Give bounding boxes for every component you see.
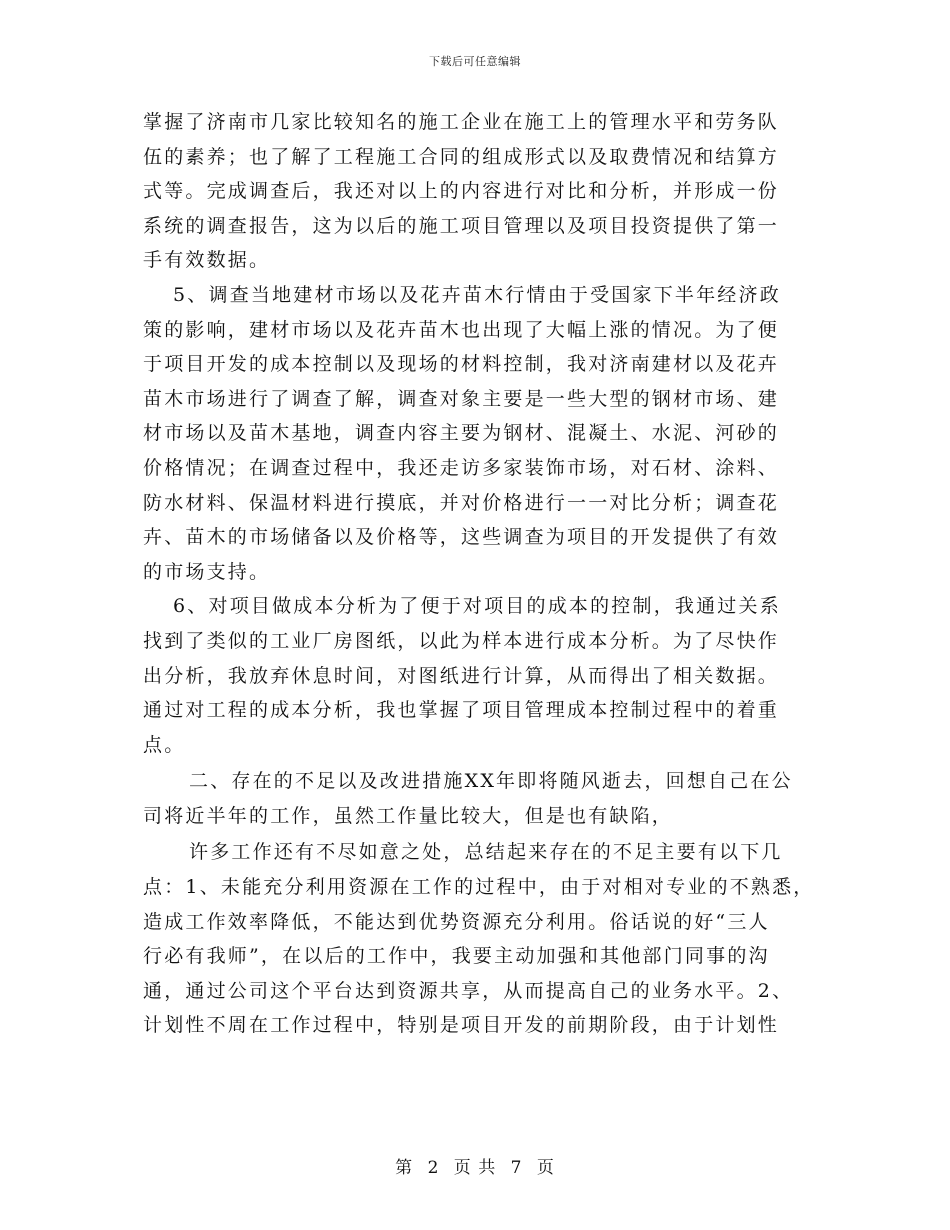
paragraph-line: 策的影响，建材市场以及花卉苗木也出现了大幅上涨的情况。为了便 (143, 318, 780, 341)
paragraph-line: 防水材料、保温材料进行摸底，并对价格进行一一对比分析；调查花 (143, 491, 780, 514)
paragraph-line: 价格情况；在调查过程中，我还走访多家装饰市场，对石材、涂料、 (143, 456, 780, 479)
paragraph-line: 苗木市场进行了调查了解，调查对象主要是一些大型的钢材市场、建 (143, 387, 780, 410)
paragraph-line: 找到了类似的工业厂房图纸，以此为样本进行成本分析。为了尽快作 (143, 629, 780, 652)
paragraph-line: 司将近半年的工作，虽然工作量比较大，但是也有缺陷， (143, 804, 674, 827)
paragraph-line: 5、调查当地建材市场以及花卉苗木行情由于受国家下半年经济政 (173, 283, 781, 306)
paragraph-line: 行必有我师”，在以后的工作中，我要主动加强和其他部门同事的沟 (143, 945, 770, 968)
paragraph-line: 许多工作还有不尽如意之处，总结起来存在的不足主要有以下几 (189, 841, 783, 864)
paragraph-line: 计划性不周在工作过程中，特别是项目开发的前期阶段，由于计划性 (143, 1014, 780, 1037)
document-body (143, 105, 813, 1043)
paragraph-line: 通过对工程的成本分析，我也掌握了项目管理成本控制过程中的着重 (143, 699, 780, 722)
footer-suffix: 页 (536, 1158, 555, 1178)
footer-total-pages: 7 (510, 1158, 523, 1178)
page-header-note: 下载后可任意编辑 (429, 55, 521, 68)
paragraph-line: 于项目开发的成本控制以及现场的材料控制，我对济南建材以及花卉 (143, 353, 780, 376)
paragraph-line: 的市场支持。 (143, 560, 271, 583)
footer-current-page: 2 (427, 1158, 440, 1178)
paragraph-line: 系统的调查报告，这为以后的施工项目管理以及项目投资提供了第一 (143, 214, 780, 237)
paragraph-line: 出分析，我放弃休息时间，对图纸进行计算，从而得出了相关数据。 (143, 664, 780, 687)
paragraph-line: 6、对项目做成本分析为了便于对项目的成本的控制，我通过关系 (173, 595, 781, 618)
paragraph-line: 点：1、未能充分利用资源在工作的过程中，由于对相对专业的不熟悉， (143, 876, 815, 899)
footer-prefix: 第 (395, 1158, 414, 1178)
page-footer (0, 1153, 950, 1178)
paragraph-line: 卉、苗木的市场储备以及价格等，这些调查为项目的开发提供了有效 (143, 526, 780, 549)
paragraph-line: 二、存在的不足以及改进措施XX年即将随风逝去，回想自己在公 (189, 770, 793, 793)
paragraph-line: 通，通过公司这个平台达到资源共享，从而提高自己的业务水平。2、 (143, 979, 794, 1002)
paragraph-line: 造成工作效率降低，不能达到优势资源充分利用。俗话说的好“三人 (143, 910, 770, 933)
paragraph-line: 掌握了济南市几家比较知名的施工企业在施工上的管理水平和劳务队 (143, 111, 780, 133)
paragraph-line: 式等。完成调查后，我还对以上的内容进行对比和分析，并形成一份 (143, 180, 780, 203)
paragraph-line: 点。 (143, 733, 186, 756)
paragraph-line: 伍的素养；也了解了工程施工合同的组成形式以及取费情况和结算方 (143, 145, 780, 168)
footer-middle: 页 共 (453, 1158, 497, 1178)
paragraph-line: 材市场以及苗木基地，调查内容主要为钢材、混凝土、水泥、河砂的 (143, 422, 780, 445)
paragraph-line: 手有效数据。 (143, 249, 271, 272)
